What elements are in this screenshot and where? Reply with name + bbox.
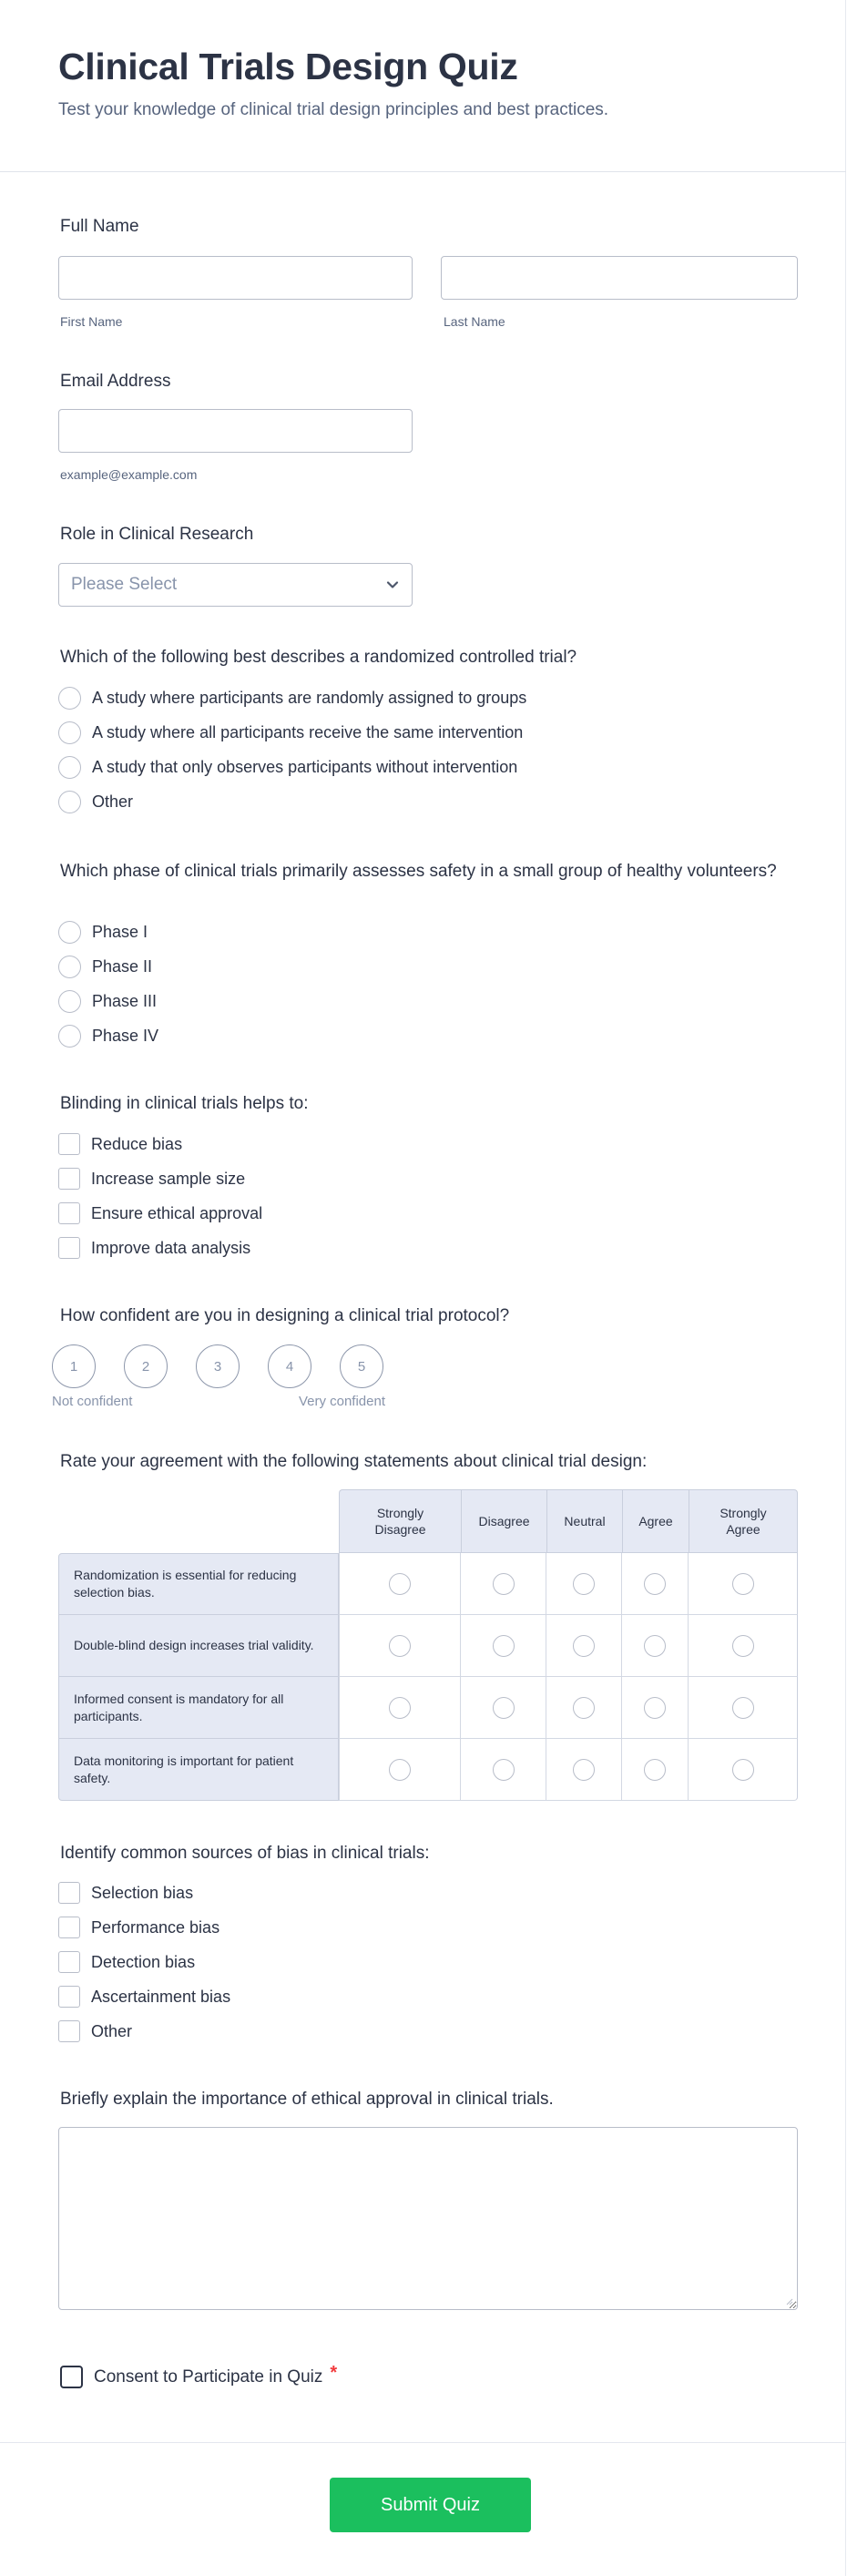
- email-label: Email Address: [60, 372, 171, 391]
- matrix-question-label: Rate your agreement with the following statements about clinical trial design:: [60, 1452, 648, 1471]
- consent-option[interactable]: [60, 2363, 338, 2388]
- option-label: A study that only observes participants without intervention: [92, 757, 518, 776]
- matrix-cell[interactable]: [339, 1739, 461, 1801]
- bias-option[interactable]: [58, 1916, 219, 1939]
- matrix-cell[interactable]: [689, 1677, 798, 1739]
- matrix-radio-button[interactable]: [573, 1697, 595, 1719]
- matrix-cell[interactable]: [461, 1677, 546, 1739]
- matrix-row-label: Informed consent is mandatory for all participants.: [58, 1677, 339, 1739]
- radio-button[interactable]: [58, 990, 81, 1013]
- submit-quiz-button[interactable]: Submit Quiz: [330, 2478, 531, 2532]
- option-label: Ascertainment bias: [91, 1987, 231, 2006]
- blinding-option[interactable]: [58, 1201, 262, 1225]
- rct-question-label: Which of the following best describes a randomized controlled trial?: [60, 648, 577, 667]
- role-label: Role in Clinical Research: [60, 525, 254, 544]
- required-asterisk: *: [330, 2363, 338, 2383]
- option-label: Phase IV: [92, 1026, 159, 1045]
- ethics-question-label: Briefly explain the importance of ethical approval in clinical trials.: [60, 2090, 554, 2109]
- matrix-cell[interactable]: [339, 1553, 461, 1615]
- matrix-radio-button[interactable]: [732, 1635, 754, 1657]
- scale-min-label: Not confident: [52, 1394, 133, 1409]
- scale-option-5[interactable]: 5: [340, 1344, 383, 1388]
- role-select-value: Please Select: [71, 575, 178, 594]
- matrix-cell[interactable]: [546, 1615, 622, 1677]
- blinding-question-label: Blinding in clinical trials helps to:: [60, 1094, 309, 1113]
- last-name-sublabel: Last Name: [444, 314, 505, 329]
- matrix-radio-button[interactable]: [644, 1635, 666, 1657]
- matrix-radio-button[interactable]: [389, 1759, 411, 1781]
- scale-max-label: Very confident: [298, 1394, 385, 1409]
- radio-button[interactable]: [58, 791, 81, 813]
- option-label: Selection bias: [91, 1883, 194, 1902]
- blinding-option[interactable]: [58, 1236, 250, 1260]
- radio-button[interactable]: [58, 756, 81, 779]
- matrix-cell[interactable]: [622, 1615, 689, 1677]
- matrix-radio-button[interactable]: [732, 1573, 754, 1595]
- checkbox[interactable]: [58, 1168, 80, 1190]
- radio-button[interactable]: [58, 721, 81, 744]
- matrix-radio-button[interactable]: [573, 1635, 595, 1657]
- radio-button[interactable]: [58, 956, 81, 978]
- matrix-cell[interactable]: [689, 1739, 798, 1801]
- matrix-column-header: Agree: [622, 1489, 689, 1553]
- rct-option[interactable]: [58, 721, 523, 744]
- option-label: Phase II: [92, 956, 153, 976]
- option-label: Improve data analysis: [91, 1238, 251, 1257]
- radio-button[interactable]: [58, 1025, 81, 1048]
- matrix-cell[interactable]: [461, 1739, 546, 1801]
- matrix-cell[interactable]: [622, 1553, 689, 1615]
- option-label: Reduce bias: [91, 1134, 183, 1153]
- matrix-radio-button[interactable]: [389, 1573, 411, 1595]
- matrix-row-label: Randomization is essential for reducing selection bias.: [58, 1553, 339, 1615]
- matrix-radio-button[interactable]: [389, 1635, 411, 1657]
- option-label: Ensure ethical approval: [91, 1203, 263, 1222]
- matrix-column-header: Neutral: [546, 1489, 622, 1553]
- option-label: Other: [91, 2021, 133, 2040]
- radio-button[interactable]: [58, 687, 81, 710]
- form-header: [0, 0, 846, 172]
- matrix-cell[interactable]: [546, 1739, 622, 1801]
- matrix-cell[interactable]: [689, 1615, 798, 1677]
- matrix-radio-button[interactable]: [389, 1697, 411, 1719]
- option-label: Detection bias: [91, 1952, 196, 1971]
- checkbox[interactable]: [58, 1951, 80, 1973]
- phase-option[interactable]: [58, 955, 152, 978]
- matrix-column-header: Strongly Agree: [689, 1489, 798, 1553]
- scale-option-1[interactable]: 1: [52, 1344, 96, 1388]
- consent-checkbox[interactable]: [60, 2366, 83, 2388]
- phase-option[interactable]: [58, 989, 157, 1013]
- bias-option[interactable]: [58, 1881, 193, 1905]
- matrix-radio-button[interactable]: [573, 1573, 595, 1595]
- matrix-cell[interactable]: [546, 1553, 622, 1615]
- matrix-radio-button[interactable]: [644, 1759, 666, 1781]
- ethics-answer-textarea[interactable]: [58, 2127, 798, 2310]
- rct-option[interactable]: [58, 755, 517, 779]
- matrix-radio-button[interactable]: [493, 1759, 515, 1781]
- email-hint: example@example.com: [60, 467, 198, 482]
- checkbox[interactable]: [58, 2020, 80, 2042]
- checkbox[interactable]: [58, 1882, 80, 1904]
- scale-option-4[interactable]: 4: [268, 1344, 311, 1388]
- matrix-cell[interactable]: [546, 1677, 622, 1739]
- form-subtitle: Test your knowledge of clinical trial design principles and best practices.: [58, 100, 609, 119]
- option-label: A study where participants are randomly assigned to groups: [92, 688, 527, 707]
- matrix-radio-button[interactable]: [573, 1759, 595, 1781]
- option-label: Performance bias: [91, 1917, 220, 1937]
- role-select[interactable]: [58, 563, 413, 607]
- form-title: Clinical Trials Design Quiz: [58, 46, 518, 87]
- matrix-radio-button[interactable]: [732, 1697, 754, 1719]
- confidence-question-label: How confident are you in designing a clinical trial protocol?: [60, 1306, 510, 1325]
- matrix-cell[interactable]: [461, 1615, 546, 1677]
- option-label: A study where all participants receive the same intervention: [92, 722, 524, 741]
- matrix-column-header: Strongly Disagree: [339, 1489, 461, 1553]
- matrix-cell[interactable]: [461, 1553, 546, 1615]
- checkbox[interactable]: [58, 1133, 80, 1155]
- matrix-row-label: Data monitoring is important for patient safety.: [58, 1739, 339, 1801]
- checkbox[interactable]: [58, 1917, 80, 1938]
- first-name-input[interactable]: [58, 256, 413, 300]
- bias-option[interactable]: [58, 1985, 230, 2009]
- blinding-option[interactable]: [58, 1132, 182, 1156]
- last-name-input[interactable]: [441, 256, 798, 300]
- email-input[interactable]: [58, 409, 413, 453]
- consent-label: Consent to Participate in Quiz: [94, 2366, 323, 2387]
- matrix-row-label: Double-blind design increases trial validity.: [58, 1615, 339, 1677]
- matrix-radio-button[interactable]: [732, 1759, 754, 1781]
- matrix-cell[interactable]: [622, 1677, 689, 1739]
- checkbox[interactable]: [58, 1986, 80, 2008]
- matrix-cell[interactable]: [689, 1553, 798, 1615]
- matrix-radio-button[interactable]: [493, 1697, 515, 1719]
- rct-option[interactable]: [58, 686, 526, 710]
- chevron-down-icon: [384, 577, 401, 593]
- option-label: Increase sample size: [91, 1169, 246, 1188]
- full-name-label: Full Name: [60, 217, 139, 236]
- radio-button[interactable]: [58, 921, 81, 944]
- bias-option[interactable]: [58, 1950, 195, 1974]
- matrix-cell[interactable]: [339, 1615, 461, 1677]
- checkbox[interactable]: [58, 1237, 80, 1259]
- phase-question-label: Which phase of clinical trials primarily assesses safety in a small group of healthy volunteers?: [60, 862, 777, 881]
- option-label: Other: [92, 792, 134, 811]
- checkbox[interactable]: [58, 1202, 80, 1224]
- phase-option[interactable]: [58, 1024, 158, 1048]
- scale-option-3[interactable]: 3: [196, 1344, 240, 1388]
- matrix-radio-button[interactable]: [493, 1635, 515, 1657]
- bias-question-label: Identify common sources of bias in clinical trials:: [60, 1844, 430, 1863]
- option-label: Phase I: [92, 922, 148, 941]
- blinding-option[interactable]: [58, 1167, 245, 1191]
- matrix-radio-button[interactable]: [493, 1573, 515, 1595]
- matrix-radio-button[interactable]: [644, 1573, 666, 1595]
- rct-option[interactable]: [58, 790, 133, 813]
- bias-option[interactable]: [58, 2019, 132, 2043]
- resize-handle-icon[interactable]: [784, 2296, 793, 2305]
- scale-option-2[interactable]: 2: [124, 1344, 168, 1388]
- matrix-cell[interactable]: [339, 1677, 461, 1739]
- footer-divider: [0, 2442, 846, 2443]
- matrix-column-header: Disagree: [461, 1489, 546, 1553]
- first-name-sublabel: First Name: [60, 314, 123, 329]
- matrix-cell[interactable]: [622, 1739, 689, 1801]
- phase-option[interactable]: [58, 920, 148, 944]
- option-label: Phase III: [92, 991, 158, 1010]
- matrix-radio-button[interactable]: [644, 1697, 666, 1719]
